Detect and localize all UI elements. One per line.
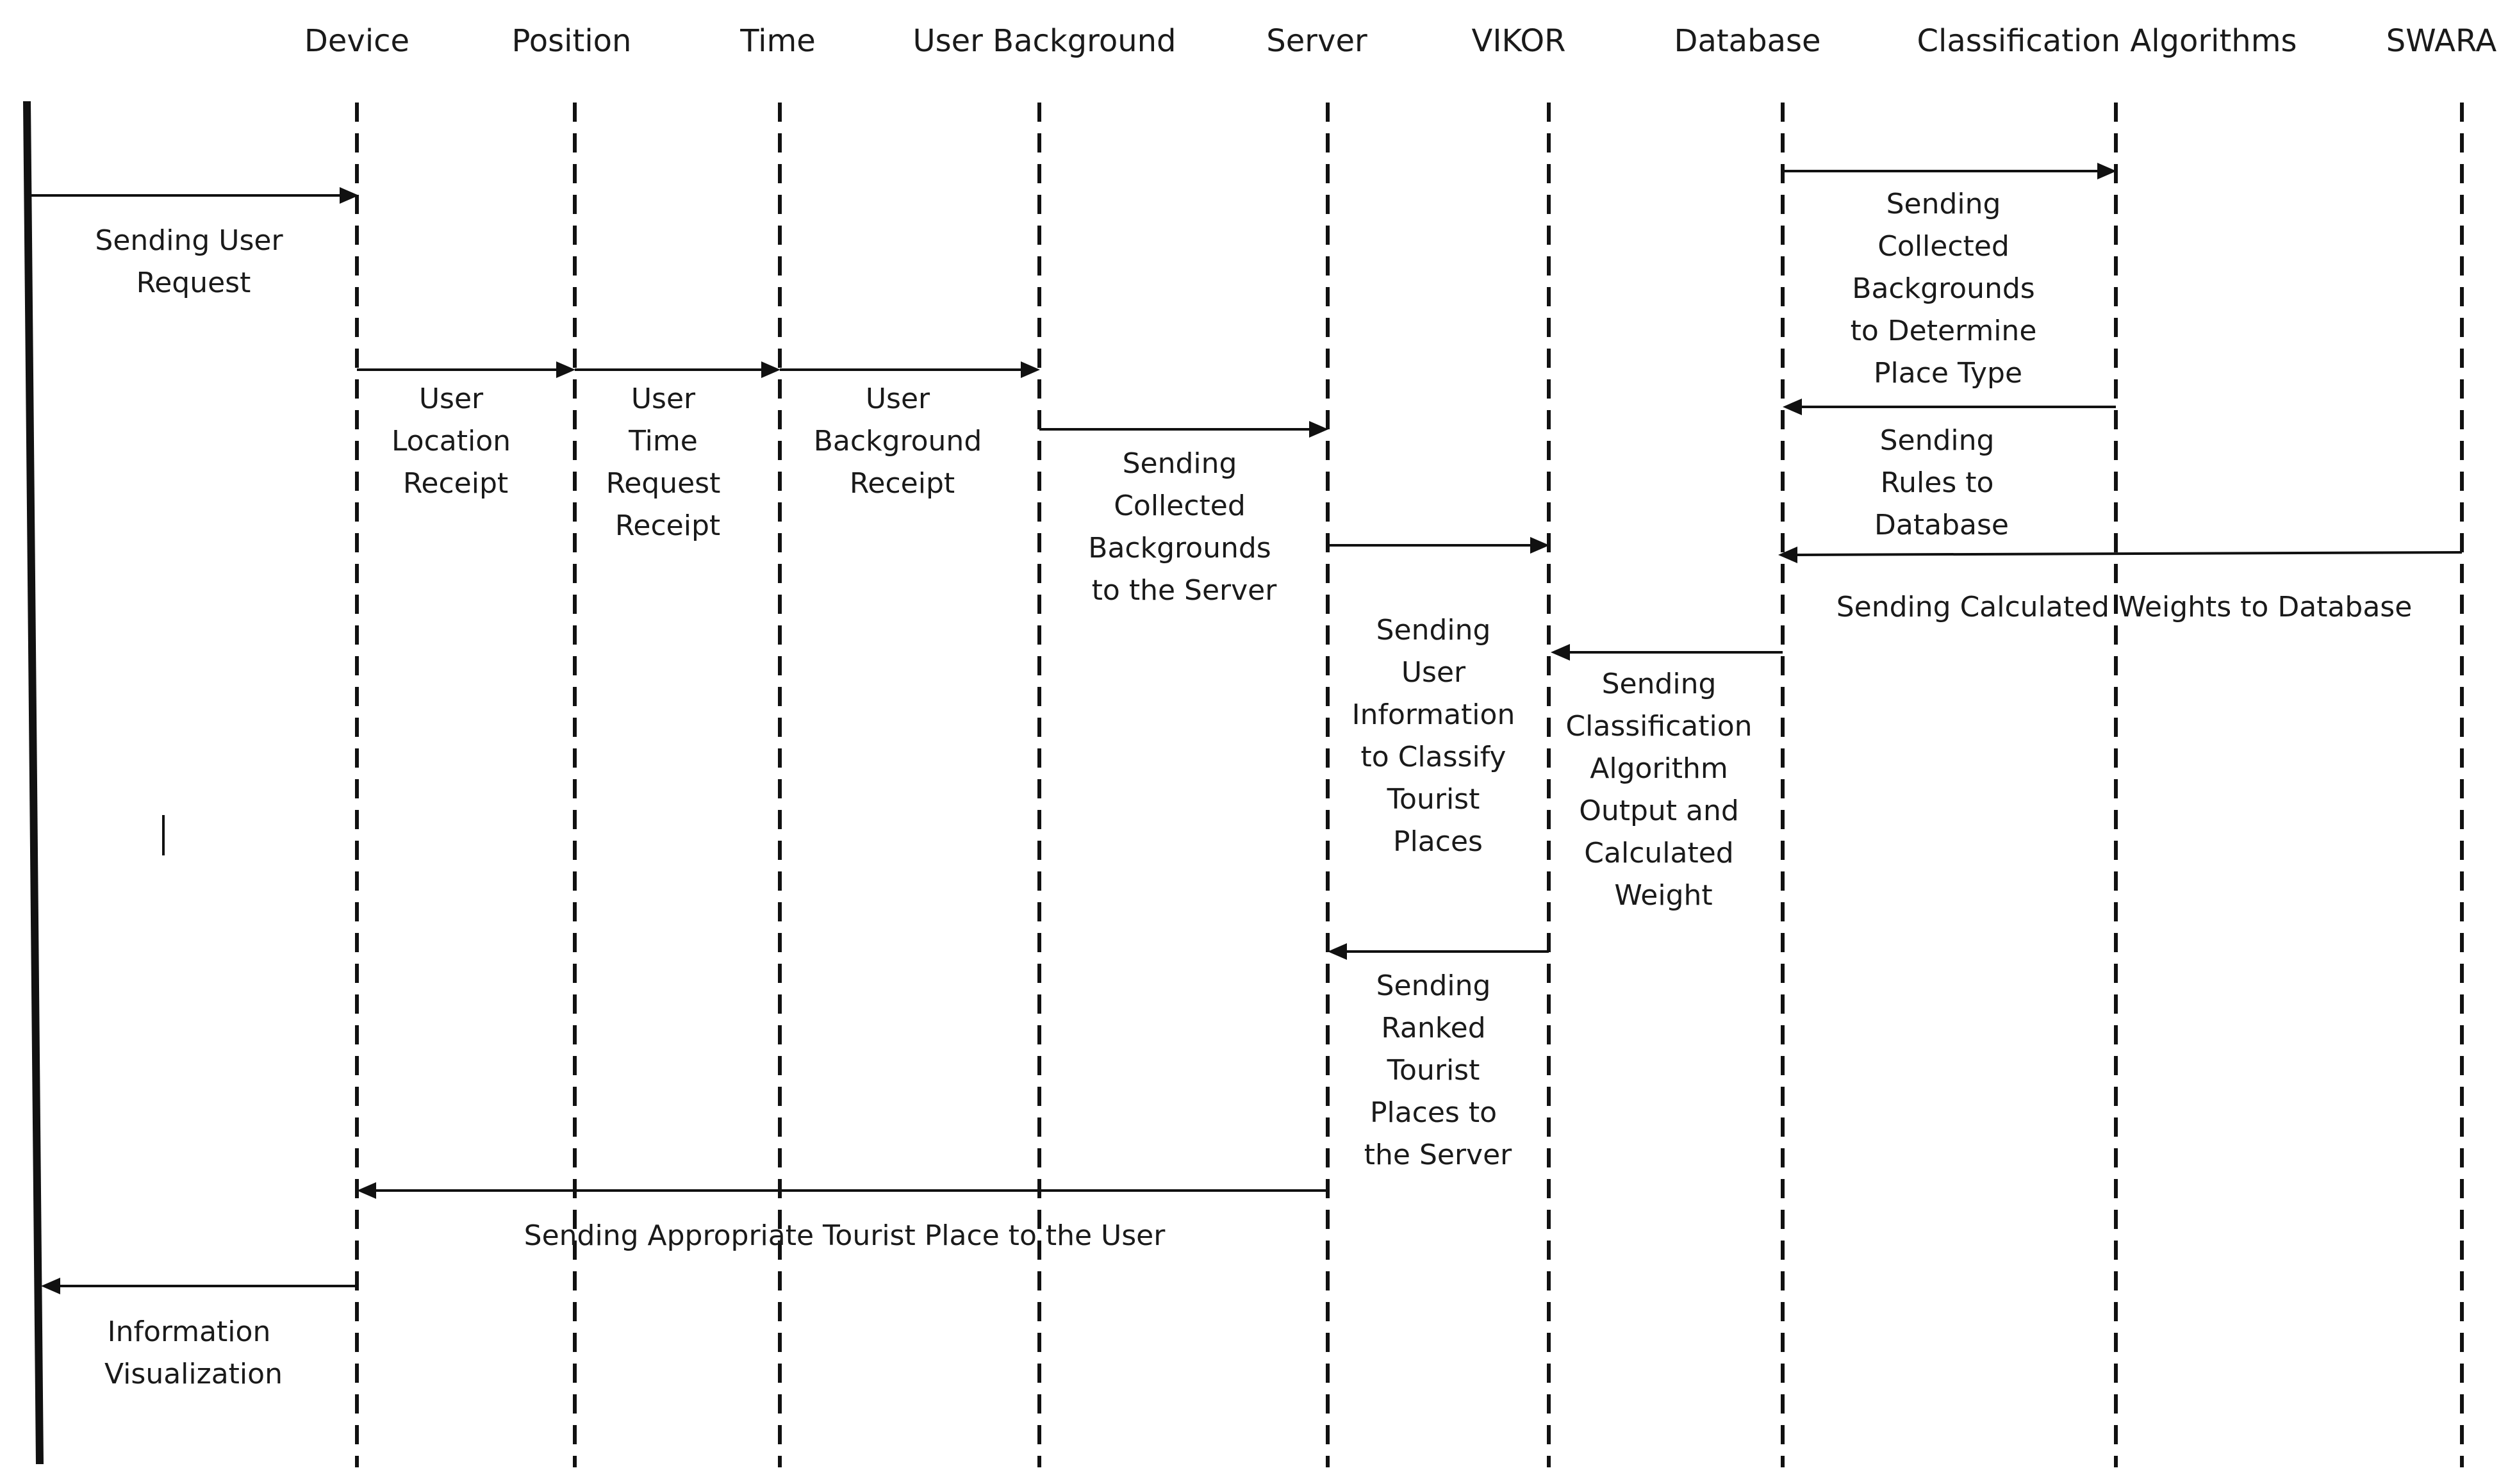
label-sending-appropriate-place: Sending Appropriate Tourist Place to the User <box>524 1219 1166 1252</box>
header-vikor: VIKOR <box>1471 23 1566 59</box>
label-sending-backgrounds-place-type: Sending Collected Backgrounds to Determine Place Type <box>1850 188 2037 390</box>
label-information-visualization: Information Visualization <box>104 1315 283 1390</box>
label-user-background-receipt: User Background Receipt <box>813 383 982 500</box>
label-sending-ranked-places: Sending Ranked Tourist Places to the Server <box>1364 969 1512 1171</box>
label-user-location-receipt: User Location Receipt <box>391 383 511 500</box>
header-database: Database <box>1674 23 1821 59</box>
label-sending-user-request: Sending User Request <box>95 224 283 299</box>
label-sending-user-information: Sending User Information to Classify Tourist Places <box>1351 614 1515 858</box>
header-position: Position <box>511 23 632 59</box>
header-time: Time <box>740 23 816 59</box>
arrowhead-left-icon <box>1783 399 1802 415</box>
label-sending-backgrounds-server: Sending Collected Backgrounds to the Server <box>1088 447 1277 607</box>
label-user-time-request-receipt: User Time Request Receipt <box>606 383 721 542</box>
arrowhead-left-icon <box>1551 644 1570 661</box>
label-sending-rules: Sending Rules to Database <box>1874 424 2009 541</box>
header-user-background: User Background <box>912 23 1176 59</box>
arrowhead-right-icon <box>761 361 780 378</box>
message-labels <box>95 188 2412 1390</box>
header-device: Device <box>304 23 410 59</box>
arrowhead-left-icon <box>1328 943 1347 960</box>
arrowhead-right-icon <box>556 361 575 378</box>
arrowhead-left-icon <box>357 1182 376 1199</box>
arrow-sending-weights <box>1797 552 2462 555</box>
participant-headers <box>304 23 2496 59</box>
arrowhead-right-icon <box>1530 537 1549 554</box>
arrowhead-left-icon <box>41 1278 60 1294</box>
header-swara: SWARA <box>2386 23 2497 59</box>
arrowhead-right-icon <box>2097 163 2117 179</box>
arrowhead-right-icon <box>1021 361 1040 378</box>
label-sending-weights: Sending Calculated Weights to Database <box>1836 591 2413 623</box>
arrowhead-right-icon <box>1309 421 1328 438</box>
message-arrows <box>31 163 2462 1294</box>
header-classification-algorithms: Classification Algorithms <box>1917 23 2297 59</box>
label-sending-classification-output: Sending Classification Algorithm Output and Calculated Weight <box>1565 668 1753 912</box>
header-server: Server <box>1266 23 1367 59</box>
user-actor-bar <box>27 101 40 1464</box>
